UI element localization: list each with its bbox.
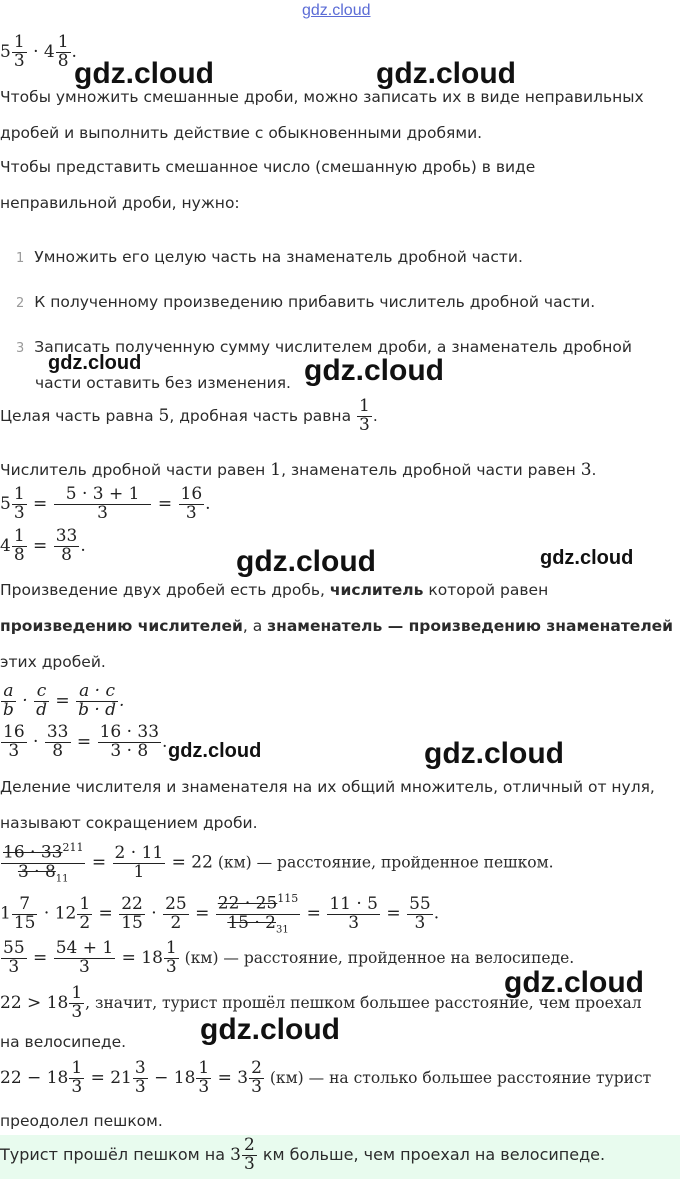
header-expression: 5 $\frac{1}{3}$ · 4 $\frac{1}{8}$ . bbox=[0, 32, 77, 71]
watermark: gdz.cloud bbox=[200, 1013, 340, 1046]
intro-line: дробей и выполнить действие с обыкновенными дробями. bbox=[0, 124, 483, 142]
comparison: 22 > 18 $\frac{1}{3}$ , значит, турист прошёл пешком большее расстояние, чем проехал bbox=[0, 983, 642, 1022]
watermark: gdz.cloud bbox=[48, 352, 142, 374]
list-item: 2 К полученному произведению прибавить числитель дробной части. bbox=[16, 293, 596, 311]
difference-continuation: преодолел пешком. bbox=[0, 1112, 163, 1130]
conversion-1: 5 $\frac{1}{3}$ = $\frac{5 \cdot 3 + 1}{3}$ = $\frac{16}{3}$ . bbox=[0, 484, 211, 523]
list-item: 3 Записать полученную сумму числителем дроби, а знаменатель дробной bbox=[16, 338, 632, 356]
watermark: gdz.cloud bbox=[304, 354, 444, 387]
intro-line: неправильной дроби, нужно: bbox=[0, 194, 240, 212]
comparison-continuation: на велосипеде. bbox=[0, 1033, 127, 1051]
watermark: gdz.cloud bbox=[376, 57, 516, 90]
bike-calculation: 1 $\frac{7}{15}$ · 12 $\frac{1}{2}$ = $\frac{22}{15}$ · $\frac{25}{2}$ = $\frac{22 \cdot 25^{115}}{15 \cdot 2_{31}}$ = $\frac{11 \cdot 5}{3}$ = $\frac{55}{3}$ . bbox=[0, 892, 440, 935]
watermark: gdz.cloud bbox=[168, 740, 262, 762]
watermark: gdz.cloud bbox=[540, 547, 634, 569]
watermark: gdz.cloud bbox=[424, 737, 564, 770]
list-item-continuation: части оставить без изменения. bbox=[35, 374, 291, 392]
product-formula: $\frac{a}{b}$ · $\frac{c}{d}$ = $\frac{a \cdot c}{b \cdot d}$ . bbox=[3, 681, 125, 720]
top-watermark[interactable]: gdz.cloud bbox=[302, 2, 371, 19]
answer-box bbox=[0, 1135, 680, 1179]
bike-distance: $\frac{55}{3}$ = $\frac{54 + 1}{3}$ = 18 $\frac{1}{3}$ (км) — расстояние, пройденное на велосипеде. bbox=[3, 938, 575, 977]
conversion-2: 4 $\frac{1}{8}$ = $\frac{33}{8}$ . bbox=[0, 526, 86, 565]
rule-line: Произведение двух дробей есть дробь, числитель которой равен bbox=[0, 581, 549, 599]
rule-line: произведению числителей, а знаменатель — произведению знаменателей bbox=[0, 617, 674, 635]
answer-text: Турист прошёл пешком на 3 $\frac{2}{3}$ км больше, чем проехал на велосипеде. bbox=[0, 1135, 606, 1174]
product-expression: $\frac{16}{3}$ · $\frac{33}{8}$ = $\frac{16 \cdot 33}{3 \cdot 8}$ . bbox=[3, 722, 168, 761]
list-item: 1 Умножить его целую часть на знаменатель дробной части. bbox=[16, 248, 523, 266]
difference: 22 − 18 $\frac{1}{3}$ = 21 $\frac{3}{3}$ − 18 $\frac{1}{3}$ = 3 $\frac{2}{3}$ (км) — на столько большее расстояние турист bbox=[0, 1058, 652, 1097]
walk-distance: $\frac{16 \cdot 33^{211}}{3 \cdot 8_{11}}$ = $\frac{2 \cdot 11}{1}$ = 22 (км) — расстояние, пройденное пешком. bbox=[3, 841, 554, 884]
reduce-line: называют сокращением дроби. bbox=[0, 814, 258, 832]
parts-line: Числитель дробной части равен 1, знаменатель дробной части равен 3. bbox=[0, 460, 597, 480]
watermark: gdz.cloud bbox=[236, 545, 376, 578]
intro-line: Чтобы умножить смешанные дроби, можно записать их в виде неправильных bbox=[0, 88, 644, 106]
parts-line: Целая часть равна 5, дробная часть равна $\frac{1}{3}$ . bbox=[0, 396, 378, 435]
watermark: gdz.cloud bbox=[74, 57, 214, 90]
intro-line: Чтобы представить смешанное число (смешанную дробь) в виде bbox=[0, 158, 536, 176]
reduce-line: Деление числителя и знаменателя на их общий множитель, отличный от нуля, bbox=[0, 778, 655, 796]
watermark: gdz.cloud bbox=[504, 966, 644, 999]
rule-line: этих дробей. bbox=[0, 653, 106, 671]
